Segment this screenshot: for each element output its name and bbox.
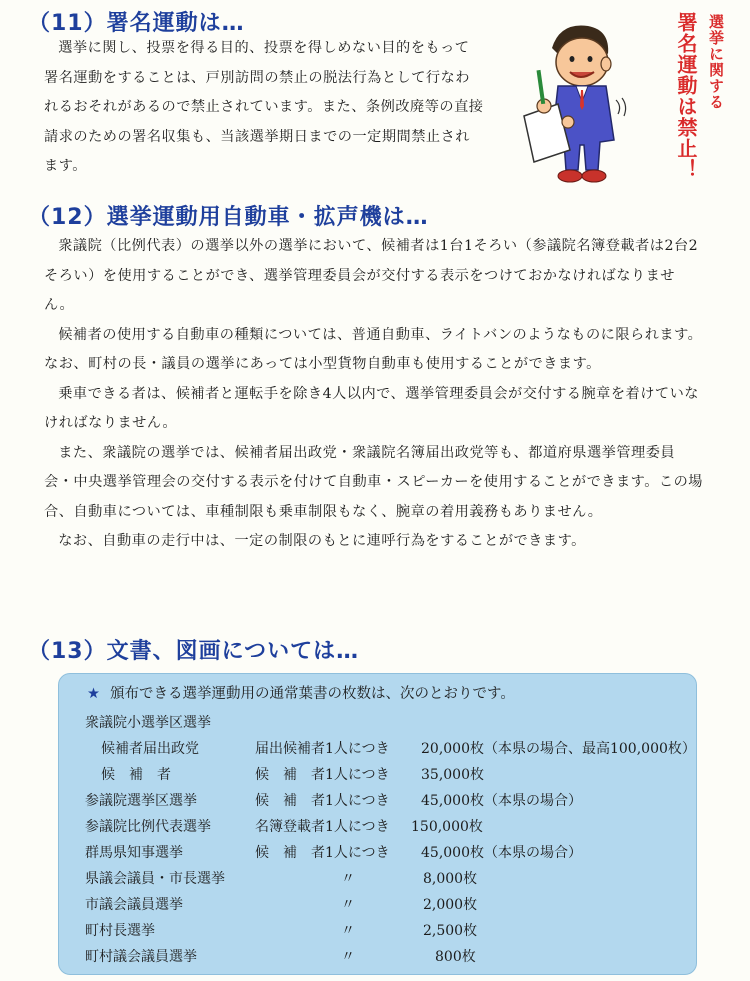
section-11-heading: （11）署名運動は…	[28, 11, 245, 36]
section-12-paragraph-2: 候補者の使用する自動車の種類については、普通自動車、ライトバンのようなものに限られます。なお、町村の長・議員の選挙にあっては小型貨物自動車も使用することができます。	[44, 326, 703, 372]
row-amount: 150,000枚	[411, 819, 483, 835]
row-election: 参議院比例代表選挙	[85, 819, 211, 835]
row-amount: 20,000枚（本県の場合、最高100,000枚）	[421, 741, 696, 757]
row-election: 参議院選挙区選挙	[85, 793, 197, 809]
row-per: 〃	[341, 871, 355, 887]
row-election: 候補者届出政党	[101, 741, 199, 757]
row-election: 市議会議員選挙	[85, 897, 183, 913]
section-12-paragraph-5: なお、自動車の走行中は、一定の制限のもとに連呼行為をすることができます。	[58, 533, 586, 549]
row-election: 町村長選挙	[85, 923, 155, 939]
section-12-paragraph-3: 乗車できる者は、候補者と運転手を除き4人以内で、選挙管理委員会が交付する腕章を着けていなければなりません。	[44, 385, 699, 431]
section-12-paragraph-1: 衆議院（比例代表）の選挙以外の選挙において、候補者は1台1そろい（参議院名簿登載者は2台2そろい）を使用することができ、選挙管理委員会が交付する表示をつけておかなければなりません。	[44, 238, 699, 313]
row-amount: 2,000枚	[423, 897, 478, 913]
section-11-body: 選挙に関し、投票を得る目的、投票を得しめない目的をもって署名運動をすることは、戸別訪問の禁止の脱法行為として行なわれるおそれがあるので禁止されています。また、条例改廃等の直接請求のための署名収集も、当該選挙期日までの一定期間禁止されます。	[44, 40, 484, 174]
row-per: 〃	[341, 923, 355, 939]
illustration-caption-line2: 署名運動は禁止！	[674, 12, 698, 180]
illustration-signing-man	[510, 10, 740, 195]
row-election: 群馬県知事選挙	[85, 845, 183, 861]
row-per: 候 補 者1人につき	[255, 767, 390, 783]
illustration-caption-line1: 選挙に関する	[707, 14, 725, 110]
postcard-count-box	[58, 673, 697, 975]
row-per: 名簿登載者1人につき	[255, 819, 390, 835]
row-election: 候 補 者	[101, 767, 171, 783]
section-12-body	[44, 232, 704, 557]
section-13-heading: （13）文書、図画については…	[28, 639, 360, 664]
row-amount: 8,000枚	[423, 871, 478, 887]
row-per: 〃	[341, 897, 355, 913]
row-per: 〃	[341, 949, 355, 965]
box-title-text: 頒布できる選挙運動用の通常葉書の枚数は、次のとおりです。	[110, 686, 515, 702]
row-per: 候 補 者1人につき	[255, 845, 390, 861]
row-amount: 2,500枚	[423, 923, 478, 939]
box-title	[87, 682, 515, 703]
section-12-heading: （12）選挙運動用自動車・拡声機は…	[28, 205, 429, 230]
man-with-paper-icon	[510, 10, 650, 195]
row-amount: 35,000枚	[421, 767, 484, 783]
row-amount: 45,000枚（本県の場合）	[421, 793, 582, 809]
row-election: 県議会議員・市長選挙	[85, 871, 225, 887]
row-amount: 45,000枚（本県の場合）	[421, 845, 582, 861]
row-amount: 800枚	[435, 949, 476, 965]
star-icon: ★	[87, 686, 100, 702]
row-election: 町村議会議員選挙	[85, 949, 197, 965]
row-per: 届出候補者1人につき	[255, 741, 390, 757]
section-12-paragraph-4: また、衆議院の選挙では、候補者届出政党・衆議院名簿届出政党等も、都道府県選挙管理委員会・中央選挙管理会の交付する表示を付けて自動車・スピーカーを使用することができます。この場合、自動車については、車種制限も乗車制限もなく、腕章の着用義務もありません。	[44, 444, 703, 520]
row-per: 候 補 者1人につき	[255, 793, 390, 809]
row-election: 衆議院小選挙区選挙	[85, 715, 211, 731]
